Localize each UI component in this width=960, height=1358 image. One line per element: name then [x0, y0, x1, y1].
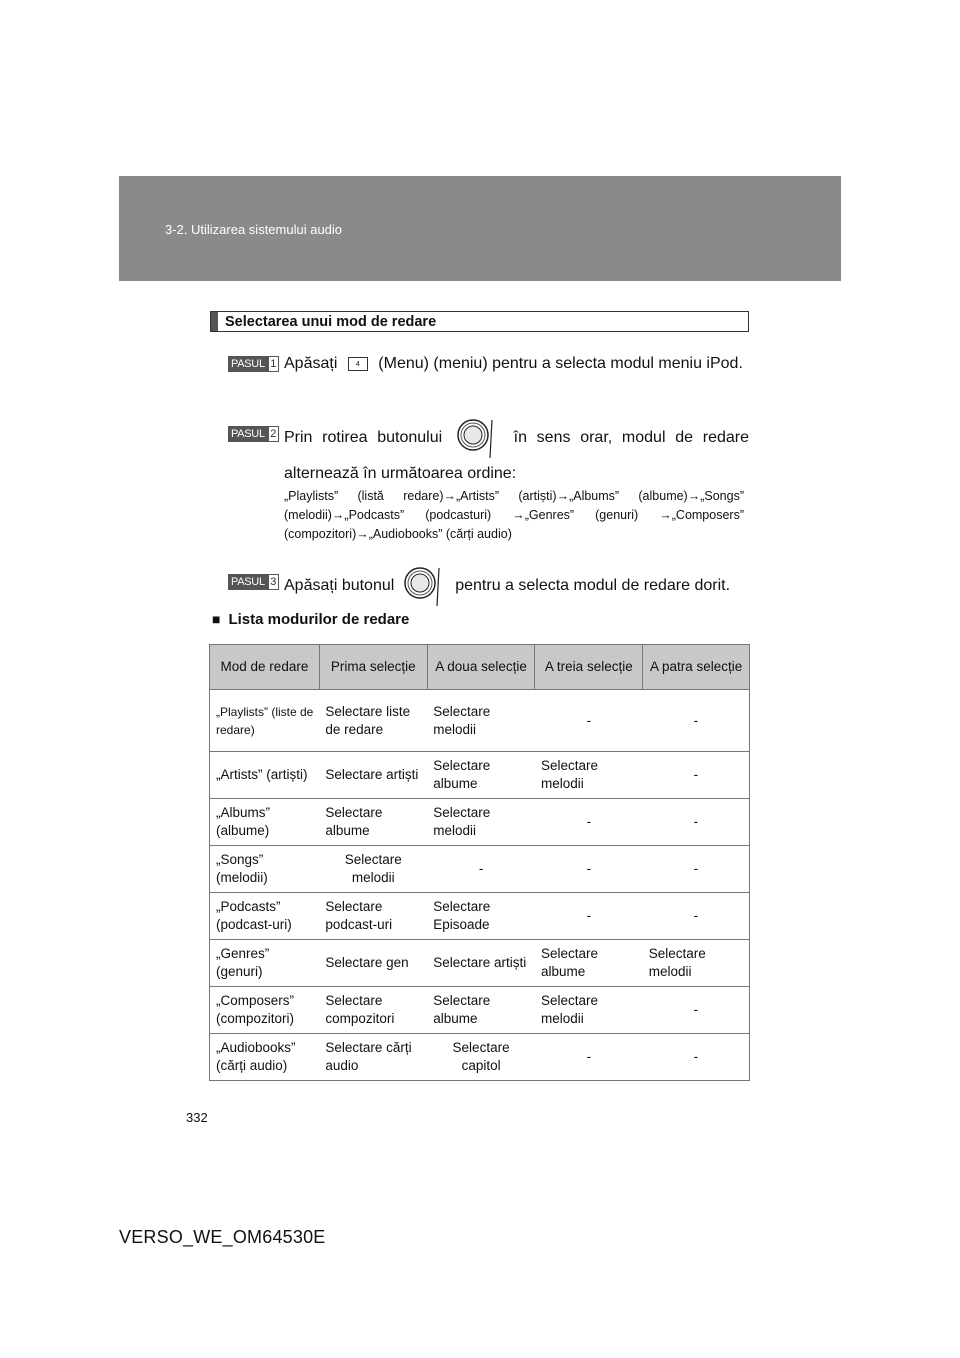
table-row [210, 690, 750, 752]
playback-order-sequence: „Playlists” (listă redare)→„Artists” (artiști)→„Albums” (albume)→„Songs” (melodii)→„Podcasts” (podcasturi) →„Genres” (genuri) →„Composers” (compozitori)→„Audiobooks” (cărți audio) [284, 489, 744, 541]
square-bullet-icon: ■ [212, 611, 221, 627]
table-cell: - [643, 690, 750, 752]
section-title: Selectarea unui mod de redare [225, 314, 437, 330]
tune-knob-icon [403, 566, 447, 606]
table-cell: - [535, 846, 643, 893]
table-cell: - [643, 752, 750, 799]
table-header-cell: A treia selecție [535, 645, 643, 690]
table-cell: „Playlists” (liste de redare) [210, 690, 320, 752]
table-header-row [210, 645, 750, 690]
step-1-text-after: (Menu) (meniu) pentru a selecta modul meniu iPod. [378, 355, 743, 372]
table-cell: Selectare compozitori [319, 987, 427, 1034]
step-badge-number: 1 [268, 356, 279, 372]
table-cell: „Genres” (genuri) [210, 940, 320, 987]
table-cell: - [535, 799, 643, 846]
table-cell: „Artists” (artiști) [210, 752, 320, 799]
table-cell: Selectare albume [535, 940, 643, 987]
list-subheading-text: Lista modurilor de redare [228, 611, 410, 628]
step-3-badge [228, 574, 279, 590]
step-badge-label: PASUL [228, 574, 268, 590]
table-cell: Selectare melodii [319, 846, 427, 893]
tune-knob-icon [456, 418, 500, 458]
table-header-cell: Mod de redare [210, 645, 320, 690]
step-badge-label: PASUL [228, 356, 268, 372]
step-1-text-before: Apăsați [284, 355, 338, 372]
table-header-cell: Prima selecție [319, 645, 427, 690]
table-row [210, 1034, 750, 1081]
step-2 [228, 418, 749, 490]
step-2-text-after: în sens orar, modul de redare alternează în următoarea ordine: [284, 429, 749, 482]
table-cell: Selectare liste de redare [319, 690, 427, 752]
table-header-cell: A patra selecție [643, 645, 750, 690]
table-cell: Selectare albume [427, 752, 535, 799]
table-cell: Selectare melodii [535, 752, 643, 799]
table-cell: „Albums” (albume) [210, 799, 320, 846]
table-cell: - [535, 1034, 643, 1081]
step-1-badge [228, 356, 279, 372]
table-cell: Selectare cărți audio [319, 1034, 427, 1081]
table-cell: - [535, 690, 643, 752]
table-cell: Selectare Episoade [427, 893, 535, 940]
step-3-text-after: pentru a selecta modul de redare dorit. [455, 577, 731, 595]
table-cell: Selectare melodii [643, 940, 750, 987]
table-row [210, 752, 750, 799]
table-row [210, 799, 750, 846]
step-badge-number: 2 [268, 426, 279, 442]
table-header-cell: A doua selecție [427, 645, 535, 690]
table-cell: - [643, 987, 750, 1034]
table-row [210, 893, 750, 940]
table-cell: Selectare albume [427, 987, 535, 1034]
step-badge-number: 3 [268, 574, 279, 590]
table-row [210, 940, 750, 987]
table-cell: Selectare melodii [427, 690, 535, 752]
table-cell: „Composers” (compozitori) [210, 987, 320, 1034]
table-cell: - [643, 799, 750, 846]
table-cell: Selectare capitol [427, 1034, 535, 1081]
header-band [119, 176, 841, 281]
section-title-bar [210, 311, 749, 332]
table-cell: Selectare artiști [319, 752, 427, 799]
table-row [210, 846, 750, 893]
table-cell: „Podcasts” (podcast-uri) [210, 893, 320, 940]
step-2-text [284, 418, 749, 490]
table-cell: Selectare gen [319, 940, 427, 987]
table-cell: Selectare podcast-uri [319, 893, 427, 940]
list-subheading [212, 611, 409, 628]
table-cell: Selectare artiști [427, 940, 535, 987]
table-cell: - [643, 893, 750, 940]
table-cell: - [535, 893, 643, 940]
step-3 [228, 566, 749, 606]
step-1 [228, 348, 749, 380]
menu-key-icon: 4 [348, 357, 368, 371]
step-badge-label: PASUL [228, 426, 268, 442]
table-cell: Selectare albume [319, 799, 427, 846]
step-2-text-before: Prin rotirea butonului [284, 429, 443, 447]
table-cell: „Audiobooks” (cărți audio) [210, 1034, 320, 1081]
table-cell: Selectare melodii [535, 987, 643, 1034]
step-3-text-before: Apăsați butonul [284, 577, 395, 595]
table-cell: „Songs” (melodii) [210, 846, 320, 893]
document-code: VERSO_WE_OM64530E [119, 1227, 326, 1247]
table-cell: Selectare melodii [427, 799, 535, 846]
table-cell: - [643, 1034, 750, 1081]
table-cell: - [427, 846, 535, 893]
section-marker [211, 312, 218, 331]
playback-modes-table [209, 644, 750, 1081]
table-cell: - [643, 846, 750, 893]
table-row [210, 987, 750, 1034]
breadcrumb: 3-2. Utilizarea sistemului audio [165, 222, 343, 237]
step-1-text [284, 348, 749, 380]
step-2-badge [228, 426, 279, 442]
step-3-text [284, 566, 749, 606]
page-number: 332 [186, 1110, 208, 1125]
